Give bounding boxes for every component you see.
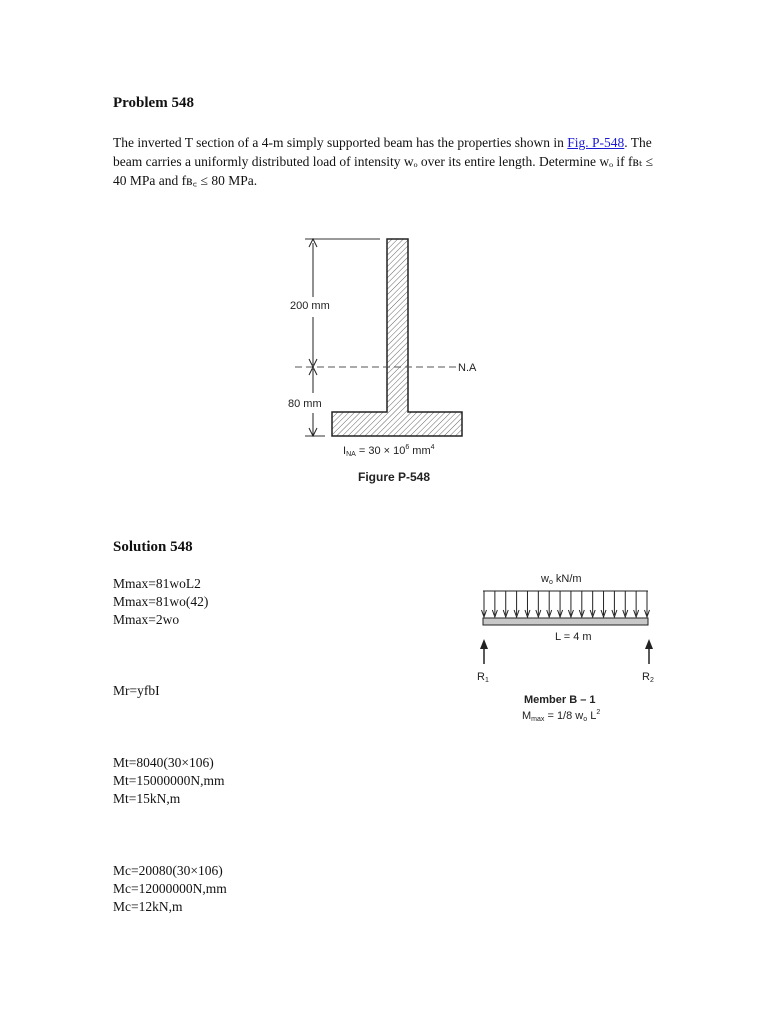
equation-line: Mc=20080(30×106) [113, 863, 223, 878]
t-section-shape [332, 239, 462, 436]
beam-body [483, 618, 648, 625]
problem-text-start: The inverted T section of a 4-m simply supported beam has the properties shown in [113, 135, 568, 150]
problem-title: Problem 548 [113, 95, 194, 111]
load-arrows [482, 591, 650, 617]
equation-line: Mr=yfbI [113, 683, 160, 698]
equation-line: Mt=15000000N,mm [113, 773, 225, 788]
figure-link[interactable]: Fig. P-548 [567, 135, 625, 150]
dim-top-label: 200 mm [290, 300, 330, 312]
r1-label: R1 [477, 671, 489, 684]
load-label [540, 573, 582, 586]
figure-p548 [270, 225, 500, 490]
load-subscript: o [548, 579, 553, 586]
problem-statement [113, 133, 658, 190]
neutral-axis-label: N.A [458, 362, 477, 374]
member-label: Member B – 1 [524, 694, 596, 706]
equation-group-moment [113, 575, 208, 629]
inertia-unit-exponent: 4 [430, 444, 435, 451]
load-unit: kN/m [552, 573, 582, 585]
dim-bottom-label: 80 mm [288, 398, 322, 410]
inertia-exponent: 6 [405, 444, 410, 451]
r2-arrow-head [645, 639, 653, 649]
load-symbol: w [541, 573, 549, 585]
inertia-equation: = 30 × 10 [355, 445, 406, 457]
inertia-unit: mm [409, 445, 431, 457]
r2-label: R2 [642, 671, 654, 684]
inertia-symbol: I [343, 445, 347, 457]
equation-line: Mc=12kN,m [113, 899, 183, 914]
equation-line: Mmax=2wo [113, 612, 180, 627]
equation-group-resisting [113, 682, 160, 700]
length-label: L = 4 m [555, 631, 592, 643]
solution-title: Solution 548 [113, 539, 193, 555]
equation-line: Mmax=81wo(42) [113, 594, 209, 609]
equation-line: Mmax=81woL2 [113, 576, 201, 591]
equation-line: Mt=8040(30×106) [113, 755, 214, 770]
mmax-label: Mmax = 1/8 wo $L^2$ [522, 709, 601, 723]
inertia-label [343, 444, 435, 458]
equation-group-compression [113, 862, 227, 916]
equation-line: Mt=15kN,m [113, 791, 181, 806]
inertia-subscript: NA [346, 451, 356, 458]
r1-arrow-head [480, 639, 488, 649]
equation-group-tension [113, 754, 225, 808]
figure-caption: Figure P-548 [358, 470, 431, 484]
equation-line: Mc=12000000N,mm [113, 881, 227, 896]
problem-text-end: . The beam carries a uniformly distributed load of intensity wₒ over its entire length. Determine wₒ if fʙₜ ≤ 40 MPa and fʙ꜀ ≤ 80 MPa. [113, 135, 653, 188]
beam-figure [465, 565, 675, 730]
